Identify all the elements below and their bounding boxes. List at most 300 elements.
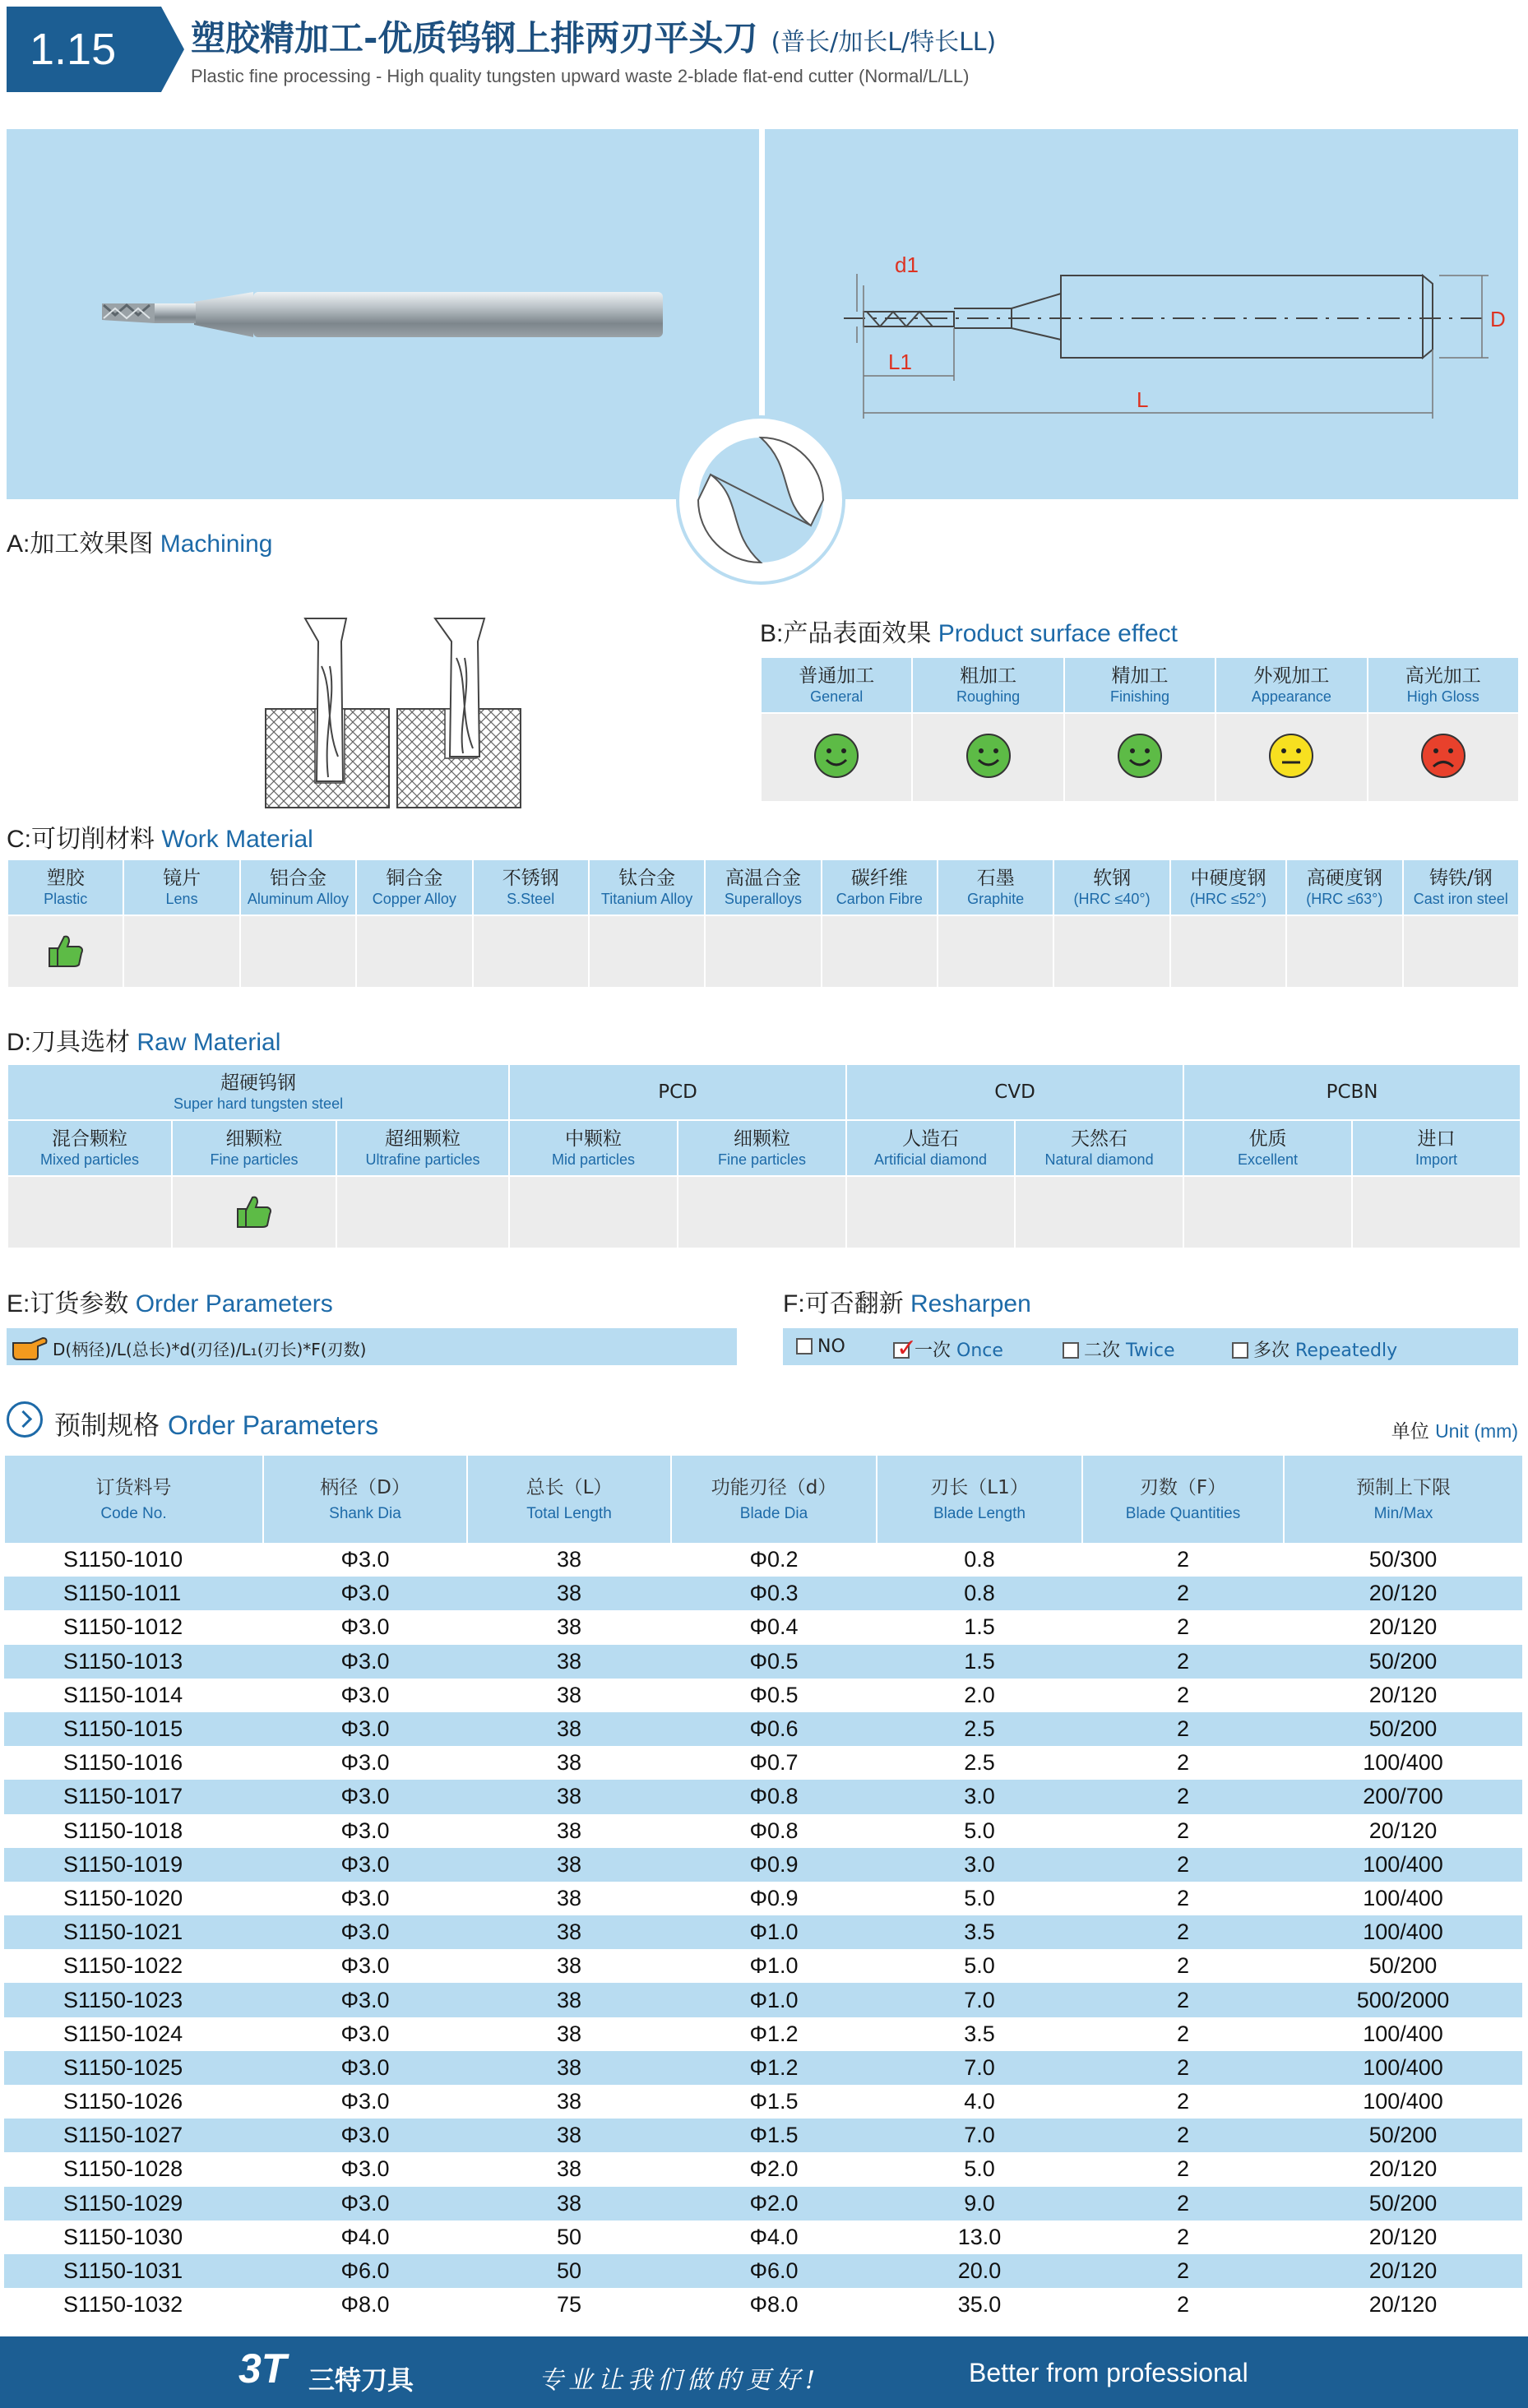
table-cell: S1150-1024 (4, 2017, 263, 2051)
checkbox-checked-icon[interactable] (893, 1334, 918, 1363)
surface-header-high-gloss (1368, 657, 1519, 713)
raw-material-cell (678, 1176, 846, 1248)
work-material-cell (356, 915, 472, 988)
resharpen-repeatedly[interactable] (1232, 1336, 1397, 1362)
table-cell: 100/400 (1284, 2017, 1522, 2051)
happy-face-icon (813, 732, 860, 780)
group-en: Super hard tungsten steel (173, 1095, 344, 1112)
section-d-en: Raw Material (137, 1029, 281, 1056)
table-cell: 2 (1082, 2288, 1284, 2322)
table-cell: S1150-1017 (4, 1780, 263, 1813)
surface-header-roughing (912, 657, 1063, 713)
table-cell: 2 (1082, 2085, 1284, 2119)
table-cell: 38 (467, 1746, 671, 1780)
unit-cn: 单位 (1391, 1421, 1429, 1442)
raw-material-header (1015, 1120, 1183, 1176)
table-cell: 3.5 (877, 2017, 1082, 2051)
work-material-header (938, 859, 1053, 915)
table-cell: 38 (467, 1848, 671, 1882)
table-cell: 2 (1082, 1949, 1284, 1983)
table-cell: 2 (1082, 2220, 1284, 2254)
table-cell: S1150-1019 (4, 1848, 263, 1882)
table-cell: 5.0 (877, 2152, 1082, 2186)
happy-face-icon (965, 732, 1012, 780)
section-d-heading (7, 1021, 280, 1058)
table-cell: 100/400 (1284, 1915, 1522, 1949)
work-material-header (7, 859, 123, 915)
table-cell: S1150-1023 (4, 1983, 263, 2017)
group-pcd (509, 1064, 846, 1120)
spec-column-header (671, 1456, 877, 1543)
work-material-cell (705, 915, 821, 988)
raw-material-en: Artificial diamond (874, 1151, 988, 1168)
table-row (4, 1543, 1522, 1577)
table-cell: Φ3.0 (263, 1712, 467, 1746)
table-cell: Φ0.9 (671, 1848, 877, 1882)
column-en: Blade Quantities (1125, 1505, 1241, 1522)
table-cell: S1150-1030 (4, 2220, 263, 2254)
table-cell: 1.5 (877, 1610, 1082, 1644)
table-cell: Φ0.8 (671, 1814, 877, 1848)
table-cell: 38 (467, 2187, 671, 2220)
section-e-cn: E:订货参数 (7, 1290, 129, 1317)
flute-icon (679, 419, 842, 581)
table-row (4, 2152, 1522, 2186)
table-cell: 50/200 (1284, 2119, 1522, 2152)
column-en: Total Length (526, 1505, 612, 1522)
table-row (4, 1848, 1522, 1882)
resharpen-bar (783, 1328, 1518, 1365)
option-label-cn: 二次 (1084, 1341, 1121, 1361)
resharpen-once[interactable] (893, 1336, 1003, 1362)
order-formula: D(柄径)/L(总长)*d(刃径)/L₁(刃长)*F(刃数) (53, 1340, 367, 1359)
work-material-en: Graphite (967, 891, 1025, 907)
raw-material-header (336, 1120, 509, 1176)
resharpen-no[interactable] (796, 1336, 845, 1357)
end-mill-drawing (765, 129, 1518, 499)
table-cell: S1150-1021 (4, 1915, 263, 1949)
work-material-header (123, 859, 239, 915)
checkbox-icon[interactable] (1063, 1342, 1079, 1359)
work-material-en: (HRC ≤52°) (1189, 891, 1266, 907)
table-cell: 7.0 (877, 2119, 1082, 2152)
table-cell: Φ3.0 (263, 2085, 467, 2119)
table-cell: 200/700 (1284, 1780, 1522, 1813)
table-cell: 20/120 (1284, 1610, 1522, 1644)
table-cell: 38 (467, 1610, 671, 1644)
table-cell: 38 (467, 1915, 671, 1949)
spec-title-cn: 预制规格 (54, 1410, 160, 1441)
work-material-en: Lens (165, 891, 198, 907)
table-row (4, 1949, 1522, 1983)
column-en: Code No. (100, 1505, 167, 1522)
slogan-en: Better from professional (969, 2358, 1248, 2387)
column-en: Min/Max (1373, 1505, 1433, 1522)
table-cell: 7.0 (877, 1983, 1082, 2017)
table-cell: Φ2.0 (671, 2187, 877, 2220)
resharpen-twice[interactable] (1063, 1336, 1175, 1362)
table-cell: 38 (467, 1712, 671, 1746)
raw-material-cn: 优质 (1248, 1128, 1287, 1150)
table-cell: S1150-1028 (4, 2152, 263, 2186)
raw-material-cell (846, 1176, 1015, 1248)
surface-rating-roughing (912, 713, 1063, 802)
work-material-cn: 铝合金 (269, 868, 326, 889)
raw-material-header (172, 1120, 336, 1176)
table-cell: Φ4.0 (671, 2220, 877, 2254)
table-cell: 20/120 (1284, 2254, 1522, 2288)
work-material-en: (HRC ≤63°) (1306, 891, 1383, 907)
section-a-en: Machining (160, 530, 273, 558)
table-row (4, 2051, 1522, 2085)
table-cell: Φ0.6 (671, 1712, 877, 1746)
table-cell: 50/200 (1284, 1949, 1522, 1983)
surface-en: Finishing (1109, 688, 1169, 705)
unit-label (1391, 1416, 1518, 1443)
work-material-cell (473, 915, 589, 988)
work-material-header (1053, 859, 1169, 915)
table-cell: 2 (1082, 1712, 1284, 1746)
surface-header-appearance (1215, 657, 1367, 713)
unit-en: Unit (mm) (1435, 1420, 1518, 1442)
work-material-en: Superalloys (724, 891, 802, 907)
table-cell: 500/2000 (1284, 1983, 1522, 2017)
table-cell: Φ2.0 (671, 2152, 877, 2186)
table-row (4, 2119, 1522, 2152)
table-cell: S1150-1016 (4, 1746, 263, 1780)
thumbs-up-icon (46, 930, 86, 970)
table-cell: 2.0 (877, 1679, 1082, 1712)
table-cell: Φ3.0 (263, 2119, 467, 2152)
table-cell: S1150-1032 (4, 2288, 263, 2322)
table-cell: 20/120 (1284, 1577, 1522, 1610)
raw-material-cell (1352, 1176, 1521, 1248)
brand-name: 三特刀具 (308, 2364, 414, 2396)
surface-en: Appearance (1251, 688, 1331, 705)
pointing-hand-icon (10, 1333, 49, 1361)
table-cell: S1150-1031 (4, 2254, 263, 2288)
work-material-cn: 高温合金 (725, 868, 801, 889)
table-cell: 38 (467, 1543, 671, 1577)
spec-column-header (4, 1456, 263, 1543)
checkbox-icon[interactable] (796, 1338, 813, 1354)
work-material-header (240, 859, 356, 915)
raw-material-header (846, 1120, 1015, 1176)
table-cell: 2 (1082, 2051, 1284, 2085)
work-material-cn: 不锈钢 (502, 868, 559, 889)
table-cell: 7.0 (877, 2051, 1082, 2085)
group-tungsten (7, 1064, 509, 1120)
work-material-cn: 塑胶 (46, 868, 85, 889)
table-cell: S1150-1015 (4, 1712, 263, 1746)
product-photo-panel (7, 129, 759, 499)
table-cell: 38 (467, 1949, 671, 1983)
table-cell: 2 (1082, 1577, 1284, 1610)
table-cell: 38 (467, 1577, 671, 1610)
spec-column-header (1082, 1456, 1284, 1543)
check-icon: ✓ (896, 1334, 918, 1363)
table-cell: 38 (467, 1645, 671, 1679)
raw-material-en: Mid particles (552, 1151, 636, 1168)
work-material-en: Aluminum Alloy (247, 891, 349, 907)
option-label-en: Once (956, 1341, 1003, 1361)
spec-title (54, 1405, 378, 1442)
surface-rating-appearance (1215, 713, 1367, 802)
table-cell: Φ3.0 (263, 1577, 467, 1610)
table-cell: 2 (1082, 1679, 1284, 1712)
work-material-cn: 钛合金 (618, 868, 676, 889)
table-cell: Φ4.0 (263, 2220, 467, 2254)
raw-material-header (7, 1120, 172, 1176)
work-material-header (822, 859, 938, 915)
work-material-cell (1053, 915, 1169, 988)
option-label-en: Repeatedly (1295, 1341, 1398, 1361)
table-cell: 2 (1082, 2187, 1284, 2220)
surface-effect-table (760, 656, 1520, 803)
table-cell: 2 (1082, 1746, 1284, 1780)
work-material-header (1170, 859, 1286, 915)
table-cell: Φ6.0 (671, 2254, 877, 2288)
table-cell: 2 (1082, 2119, 1284, 2152)
surface-rating-general (761, 713, 912, 802)
work-material-cell (822, 915, 938, 988)
raw-material-en: Fine particles (210, 1151, 299, 1168)
work-material-header (473, 859, 589, 915)
section-a-cn: A:加工效果图 (7, 530, 154, 558)
happy-face-icon (1116, 732, 1164, 780)
table-cell: 3.0 (877, 1848, 1082, 1882)
table-cell: 100/400 (1284, 1746, 1522, 1780)
table-cell: 38 (467, 2017, 671, 2051)
table-cell: Φ0.5 (671, 1679, 877, 1712)
work-material-cn: 铸铁/钢 (1428, 868, 1493, 889)
spec-column-header (1284, 1456, 1522, 1543)
raw-material-cell (509, 1176, 678, 1248)
label-l: L (1137, 387, 1149, 412)
table-cell: Φ0.2 (671, 1543, 877, 1577)
work-material-cell (938, 915, 1053, 988)
label-l1: L1 (888, 350, 912, 374)
page-title (191, 12, 996, 61)
machining-illustration (259, 609, 539, 810)
page-footer (0, 2336, 1528, 2408)
table-cell: 50/200 (1284, 2187, 1522, 2220)
spec-column-header (263, 1456, 467, 1543)
section-b-cn: B:产品表面效果 (760, 620, 932, 647)
table-cell: 0.8 (877, 1543, 1082, 1577)
table-row (4, 1882, 1522, 1915)
raw-material-en: Natural diamond (1044, 1151, 1154, 1168)
work-material-cn: 软钢 (1093, 868, 1132, 889)
table-cell: 100/400 (1284, 1848, 1522, 1882)
column-cn: 刃数（F） (1139, 1477, 1227, 1498)
work-material-cell (589, 915, 705, 988)
group-cn: 超硬钨钢 (220, 1072, 296, 1094)
table-cell: 38 (467, 1679, 671, 1712)
table-cell: 1.5 (877, 1645, 1082, 1679)
chevron-icon (153, 7, 186, 92)
table-row (4, 2220, 1522, 2254)
surface-header-general (761, 657, 912, 713)
table-cell: 2 (1082, 1915, 1284, 1949)
raw-material-header (509, 1120, 678, 1176)
work-material-cn: 碳纤维 (850, 868, 908, 889)
table-cell: 13.0 (877, 2220, 1082, 2254)
table-cell: Φ3.0 (263, 1814, 467, 1848)
group-cn: PCBN (1326, 1081, 1378, 1103)
table-row (4, 1746, 1522, 1780)
table-cell: Φ3.0 (263, 1746, 467, 1780)
table-cell: Φ0.5 (671, 1645, 877, 1679)
work-material-cell (1170, 915, 1286, 988)
table-row (4, 1610, 1522, 1644)
table-cell: S1150-1014 (4, 1679, 263, 1712)
table-cell: Φ1.0 (671, 1915, 877, 1949)
table-cell: 5.0 (877, 1882, 1082, 1915)
surface-cn: 普通加工 (799, 665, 875, 687)
section-b-heading (760, 613, 1178, 649)
raw-material-cn: 进口 (1417, 1128, 1456, 1150)
table-cell: 38 (467, 2051, 671, 2085)
work-material-cell (1286, 915, 1402, 988)
table-cell: 0.8 (877, 1577, 1082, 1610)
raw-material-cn: 细颗粒 (225, 1128, 283, 1150)
raw-material-cell (1015, 1176, 1183, 1248)
surface-cn: 精加工 (1111, 665, 1169, 687)
table-row (4, 2288, 1522, 2322)
spec-heading (7, 1400, 379, 1441)
page-subtitle: Plastic fine processing - High quality tungsten upward waste 2-blade flat-end cutter (Normal/L/LL) (191, 66, 970, 86)
technical-drawing-panel (765, 129, 1518, 499)
table-row (4, 2085, 1522, 2119)
option-label-cn: 一次 (914, 1341, 952, 1361)
option-label: NO (817, 1336, 845, 1357)
section-e-heading (7, 1283, 333, 1319)
work-material-cn: 石墨 (976, 868, 1015, 889)
raw-material-cn: 人造石 (902, 1128, 960, 1150)
table-cell: Φ3.0 (263, 1780, 467, 1813)
table-cell: S1150-1027 (4, 2119, 263, 2152)
column-en: Blade Length (933, 1505, 1026, 1522)
section-d-cn: D:刀具选材 (7, 1029, 130, 1056)
group-cn: PCD (658, 1081, 697, 1103)
table-cell: Φ1.2 (671, 2017, 877, 2051)
table-cell: Φ3.0 (263, 2187, 467, 2220)
column-cn: 刃长（L1） (930, 1477, 1029, 1498)
table-cell: Φ3.0 (263, 1610, 467, 1644)
table-cell: 50/200 (1284, 1645, 1522, 1679)
column-cn: 订货料号 (95, 1477, 172, 1498)
table-cell: 2.5 (877, 1712, 1082, 1746)
table-cell: 35.0 (877, 2288, 1082, 2322)
table-row (4, 1712, 1522, 1746)
table-cell: Φ0.7 (671, 1746, 877, 1780)
table-row (4, 2017, 1522, 2051)
thumbs-up-icon (234, 1191, 274, 1230)
raw-material-en: Excellent (1238, 1151, 1299, 1168)
section-f-en: Resharpen (910, 1290, 1031, 1317)
table-cell: 5.0 (877, 1949, 1082, 1983)
raw-material-cell (336, 1176, 509, 1248)
section-b-en: Product surface effect (938, 620, 1178, 647)
table-cell: 20.0 (877, 2254, 1082, 2288)
column-en: Shank Dia (329, 1505, 401, 1522)
table-cell: 3.0 (877, 1780, 1082, 1813)
label-d: D (1490, 307, 1506, 331)
work-material-en: Carbon Fibre (836, 891, 923, 907)
raw-material-en: Ultrafine particles (365, 1151, 480, 1168)
work-material-header (589, 859, 705, 915)
table-row (4, 1915, 1522, 1949)
neutral-face-icon (1267, 732, 1315, 780)
table-cell: Φ0.3 (671, 1577, 877, 1610)
title-suffix: (普长/加长L/特长LL) (771, 28, 997, 57)
work-material-en: Cast iron steel (1413, 891, 1508, 907)
table-cell: 38 (467, 2085, 671, 2119)
table-cell: Φ8.0 (671, 2288, 877, 2322)
table-cell: 20/120 (1284, 2288, 1522, 2322)
table-cell: 38 (467, 2119, 671, 2152)
table-cell: S1150-1025 (4, 2051, 263, 2085)
table-cell: 2 (1082, 1543, 1284, 1577)
table-cell: 75 (467, 2288, 671, 2322)
surface-rating-finishing (1064, 713, 1215, 802)
table-cell: Φ3.0 (263, 1645, 467, 1679)
table-cell: S1150-1022 (4, 1949, 263, 1983)
surface-header-finishing (1064, 657, 1215, 713)
work-material-header (1403, 859, 1520, 915)
table-cell: S1150-1018 (4, 1814, 263, 1848)
spec-column-header (877, 1456, 1082, 1543)
table-cell: Φ3.0 (263, 2152, 467, 2186)
work-material-header (705, 859, 821, 915)
table-cell: Φ3.0 (263, 1679, 467, 1712)
table-cell: 50 (467, 2220, 671, 2254)
table-row (4, 1645, 1522, 1679)
section-e-en: Order Parameters (135, 1290, 333, 1317)
group-pcbn (1183, 1064, 1521, 1120)
table-cell: 5.0 (877, 1814, 1082, 1848)
work-material-en: Titanium Alloy (600, 891, 693, 907)
table-row (4, 1814, 1522, 1848)
table-cell: 2 (1082, 1983, 1284, 2017)
order-parameters-bar (7, 1328, 737, 1365)
table-cell: 2 (1082, 2152, 1284, 2186)
table-cell: 38 (467, 1983, 671, 2017)
table-cell: 38 (467, 1780, 671, 1813)
section-a-heading (7, 523, 272, 559)
table-cell: Φ3.0 (263, 1915, 467, 1949)
table-cell: 2 (1082, 1814, 1284, 1848)
table-cell: Φ3.0 (263, 2051, 467, 2085)
table-cell: 20/120 (1284, 1679, 1522, 1712)
section-f-cn: F:可否翻新 (783, 1290, 904, 1317)
table-cell: S1150-1011 (4, 1577, 263, 1610)
surface-cn: 外观加工 (1253, 665, 1330, 687)
section-number: 1.15 (7, 7, 159, 92)
checkbox-icon[interactable] (1232, 1342, 1248, 1359)
raw-material-en: Fine particles (718, 1151, 807, 1168)
work-material-cn: 铜合金 (386, 868, 443, 889)
table-row (4, 1983, 1522, 2017)
table-cell: 38 (467, 1882, 671, 1915)
brand-logo: 3T (238, 2345, 287, 2392)
table-cell: Φ3.0 (263, 1983, 467, 2017)
raw-material-en: Mixed particles (39, 1151, 140, 1168)
work-material-cn: 中硬度钢 (1190, 868, 1266, 889)
raw-material-cell (1183, 1176, 1352, 1248)
section-c-en: Work Material (161, 826, 313, 853)
